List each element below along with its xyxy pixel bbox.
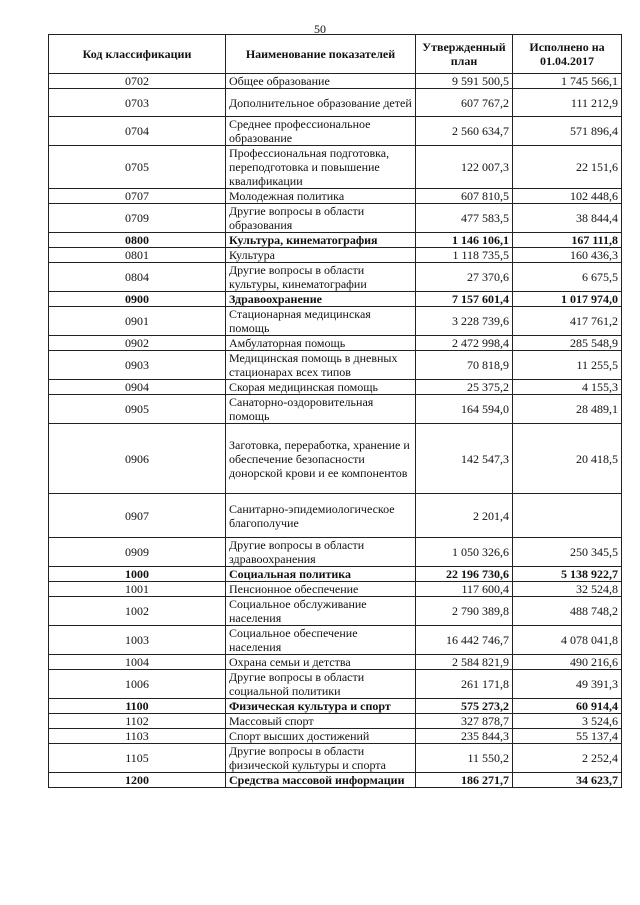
executed-cell: 250 345,5 — [513, 538, 622, 567]
table-row — [49, 263, 622, 292]
executed-cell: 2 252,4 — [513, 744, 622, 773]
table-row — [49, 597, 622, 626]
name-cell: Культура, кинематография — [226, 233, 416, 248]
name-cell: Молодежная политика — [226, 189, 416, 204]
name-cell: Пенсионное обеспечение — [226, 582, 416, 597]
table-row — [49, 395, 622, 424]
name-cell: Профессиональная подготовка, переподготовка и повышение квалификации — [226, 146, 416, 189]
table-row — [49, 494, 622, 538]
plan-cell: 122 007,3 — [416, 146, 513, 189]
code-cell: 1102 — [49, 714, 226, 729]
table-row — [49, 189, 622, 204]
executed-cell: 28 489,1 — [513, 395, 622, 424]
table-row — [49, 626, 622, 655]
name-cell: Скорая медицинская помощь — [226, 380, 416, 395]
plan-cell: 1 146 106,1 — [416, 233, 513, 248]
code-cell: 0901 — [49, 307, 226, 336]
executed-cell: 11 255,5 — [513, 351, 622, 380]
code-cell: 0702 — [49, 74, 226, 89]
code-cell: 0801 — [49, 248, 226, 263]
budget-table — [48, 34, 622, 788]
executed-cell: 102 448,6 — [513, 189, 622, 204]
table-row — [49, 248, 622, 263]
table-row — [49, 744, 622, 773]
executed-cell: 49 391,3 — [513, 670, 622, 699]
code-cell: 0707 — [49, 189, 226, 204]
table-row — [49, 233, 622, 248]
table-row — [49, 292, 622, 307]
code-cell: 1103 — [49, 729, 226, 744]
executed-cell: 4 078 041,8 — [513, 626, 622, 655]
name-cell: Культура — [226, 248, 416, 263]
code-cell: 0907 — [49, 494, 226, 538]
header-plan: Утвержденный план — [416, 35, 513, 74]
code-cell: 1002 — [49, 597, 226, 626]
plan-cell: 186 271,7 — [416, 773, 513, 788]
code-cell: 1006 — [49, 670, 226, 699]
plan-cell: 9 591 500,5 — [416, 74, 513, 89]
plan-cell: 607 810,5 — [416, 189, 513, 204]
executed-cell: 34 623,7 — [513, 773, 622, 788]
code-cell: 0906 — [49, 424, 226, 494]
executed-cell: 6 675,5 — [513, 263, 622, 292]
name-cell: Другие вопросы в области образования — [226, 204, 416, 233]
plan-cell: 142 547,3 — [416, 424, 513, 494]
table-row — [49, 729, 622, 744]
plan-cell: 1 118 735,5 — [416, 248, 513, 263]
code-cell: 0709 — [49, 204, 226, 233]
executed-cell: 167 111,8 — [513, 233, 622, 248]
code-cell: 1100 — [49, 699, 226, 714]
code-cell: 0800 — [49, 233, 226, 248]
name-cell: Социальная политика — [226, 567, 416, 582]
code-cell: 0703 — [49, 89, 226, 117]
table-body — [49, 74, 622, 788]
table-row — [49, 582, 622, 597]
code-cell: 1000 — [49, 567, 226, 582]
executed-cell: 38 844,4 — [513, 204, 622, 233]
header-executed: Исполнено на 01.04.2017 — [513, 35, 622, 74]
plan-cell: 11 550,2 — [416, 744, 513, 773]
plan-cell: 164 594,0 — [416, 395, 513, 424]
code-cell: 0902 — [49, 336, 226, 351]
executed-cell: 490 216,6 — [513, 655, 622, 670]
table-row — [49, 307, 622, 336]
executed-cell: 22 151,6 — [513, 146, 622, 189]
executed-cell: 160 436,3 — [513, 248, 622, 263]
table-row — [49, 670, 622, 699]
name-cell: Амбулаторная помощь — [226, 336, 416, 351]
plan-cell: 7 157 601,4 — [416, 292, 513, 307]
plan-cell: 70 818,9 — [416, 351, 513, 380]
name-cell: Средства массовой информации — [226, 773, 416, 788]
plan-cell: 22 196 730,6 — [416, 567, 513, 582]
plan-cell: 477 583,5 — [416, 204, 513, 233]
name-cell: Среднее профессиональное образование — [226, 117, 416, 146]
name-cell: Дополнительное образование детей — [226, 89, 416, 117]
table-row — [49, 74, 622, 89]
plan-cell: 607 767,2 — [416, 89, 513, 117]
code-cell: 1001 — [49, 582, 226, 597]
plan-cell: 2 584 821,9 — [416, 655, 513, 670]
name-cell: Здравоохранение — [226, 292, 416, 307]
table-row — [49, 117, 622, 146]
code-cell: 0909 — [49, 538, 226, 567]
name-cell: Стационарная медицинская помощь — [226, 307, 416, 336]
plan-cell: 2 201,4 — [416, 494, 513, 538]
plan-cell: 16 442 746,7 — [416, 626, 513, 655]
executed-cell: 55 137,4 — [513, 729, 622, 744]
name-cell: Физическая культура и спорт — [226, 699, 416, 714]
executed-cell: 488 748,2 — [513, 597, 622, 626]
name-cell: Социальное обеспечение населения — [226, 626, 416, 655]
name-cell: Спорт высших достижений — [226, 729, 416, 744]
code-cell: 1004 — [49, 655, 226, 670]
executed-cell: 1 745 566,1 — [513, 74, 622, 89]
executed-cell: 285 548,9 — [513, 336, 622, 351]
executed-cell — [513, 494, 622, 538]
executed-cell: 1 017 974,0 — [513, 292, 622, 307]
name-cell: Другие вопросы в области физической культуры и спорта — [226, 744, 416, 773]
executed-cell: 60 914,4 — [513, 699, 622, 714]
table-row — [49, 336, 622, 351]
plan-cell: 25 375,2 — [416, 380, 513, 395]
code-cell: 1003 — [49, 626, 226, 655]
table-row — [49, 567, 622, 582]
table-row — [49, 89, 622, 117]
plan-cell: 27 370,6 — [416, 263, 513, 292]
name-cell: Санаторно-оздоровительная помощь — [226, 395, 416, 424]
executed-cell: 5 138 922,7 — [513, 567, 622, 582]
header-code: Код классификации — [49, 35, 226, 74]
plan-cell: 3 228 739,6 — [416, 307, 513, 336]
table-row — [49, 146, 622, 189]
table-row — [49, 424, 622, 494]
table-row — [49, 204, 622, 233]
table-row — [49, 699, 622, 714]
name-cell: Другие вопросы в области здравоохранения — [226, 538, 416, 567]
code-cell: 0705 — [49, 146, 226, 189]
name-cell: Заготовка, переработка, хранение и обеспечение безопасности донорской крови и ее компонентов — [226, 424, 416, 494]
name-cell: Массовый спорт — [226, 714, 416, 729]
plan-cell: 2 790 389,8 — [416, 597, 513, 626]
name-cell: Санитарно-эпидемиологическое благополучие — [226, 494, 416, 538]
plan-cell: 2 472 998,4 — [416, 336, 513, 351]
page-number: 50 — [314, 22, 326, 36]
plan-cell: 327 878,7 — [416, 714, 513, 729]
plan-cell: 117 600,4 — [416, 582, 513, 597]
table-header-row — [49, 35, 622, 74]
code-cell: 1105 — [49, 744, 226, 773]
executed-cell: 111 212,9 — [513, 89, 622, 117]
code-cell: 0903 — [49, 351, 226, 380]
executed-cell: 571 896,4 — [513, 117, 622, 146]
code-cell: 0900 — [49, 292, 226, 307]
header-name: Наименование показателей — [226, 35, 416, 74]
executed-cell: 3 524,6 — [513, 714, 622, 729]
table-row — [49, 714, 622, 729]
name-cell: Охрана семьи и детства — [226, 655, 416, 670]
plan-cell: 1 050 326,6 — [416, 538, 513, 567]
table-row — [49, 538, 622, 567]
plan-cell: 575 273,2 — [416, 699, 513, 714]
code-cell: 0905 — [49, 395, 226, 424]
name-cell: Другие вопросы в области культуры, кинематографии — [226, 263, 416, 292]
code-cell: 1200 — [49, 773, 226, 788]
name-cell: Медицинская помощь в дневных стационарах всех типов — [226, 351, 416, 380]
table-row — [49, 655, 622, 670]
table-row — [49, 351, 622, 380]
code-cell: 0904 — [49, 380, 226, 395]
name-cell: Другие вопросы в области социальной политики — [226, 670, 416, 699]
code-cell: 0704 — [49, 117, 226, 146]
code-cell: 0804 — [49, 263, 226, 292]
plan-cell: 2 560 634,7 — [416, 117, 513, 146]
executed-cell: 32 524,8 — [513, 582, 622, 597]
executed-cell: 417 761,2 — [513, 307, 622, 336]
plan-cell: 235 844,3 — [416, 729, 513, 744]
table-row — [49, 773, 622, 788]
name-cell: Общее образование — [226, 74, 416, 89]
executed-cell: 4 155,3 — [513, 380, 622, 395]
plan-cell: 261 171,8 — [416, 670, 513, 699]
name-cell: Социальное обслуживание населения — [226, 597, 416, 626]
executed-cell: 20 418,5 — [513, 424, 622, 494]
table-row — [49, 380, 622, 395]
